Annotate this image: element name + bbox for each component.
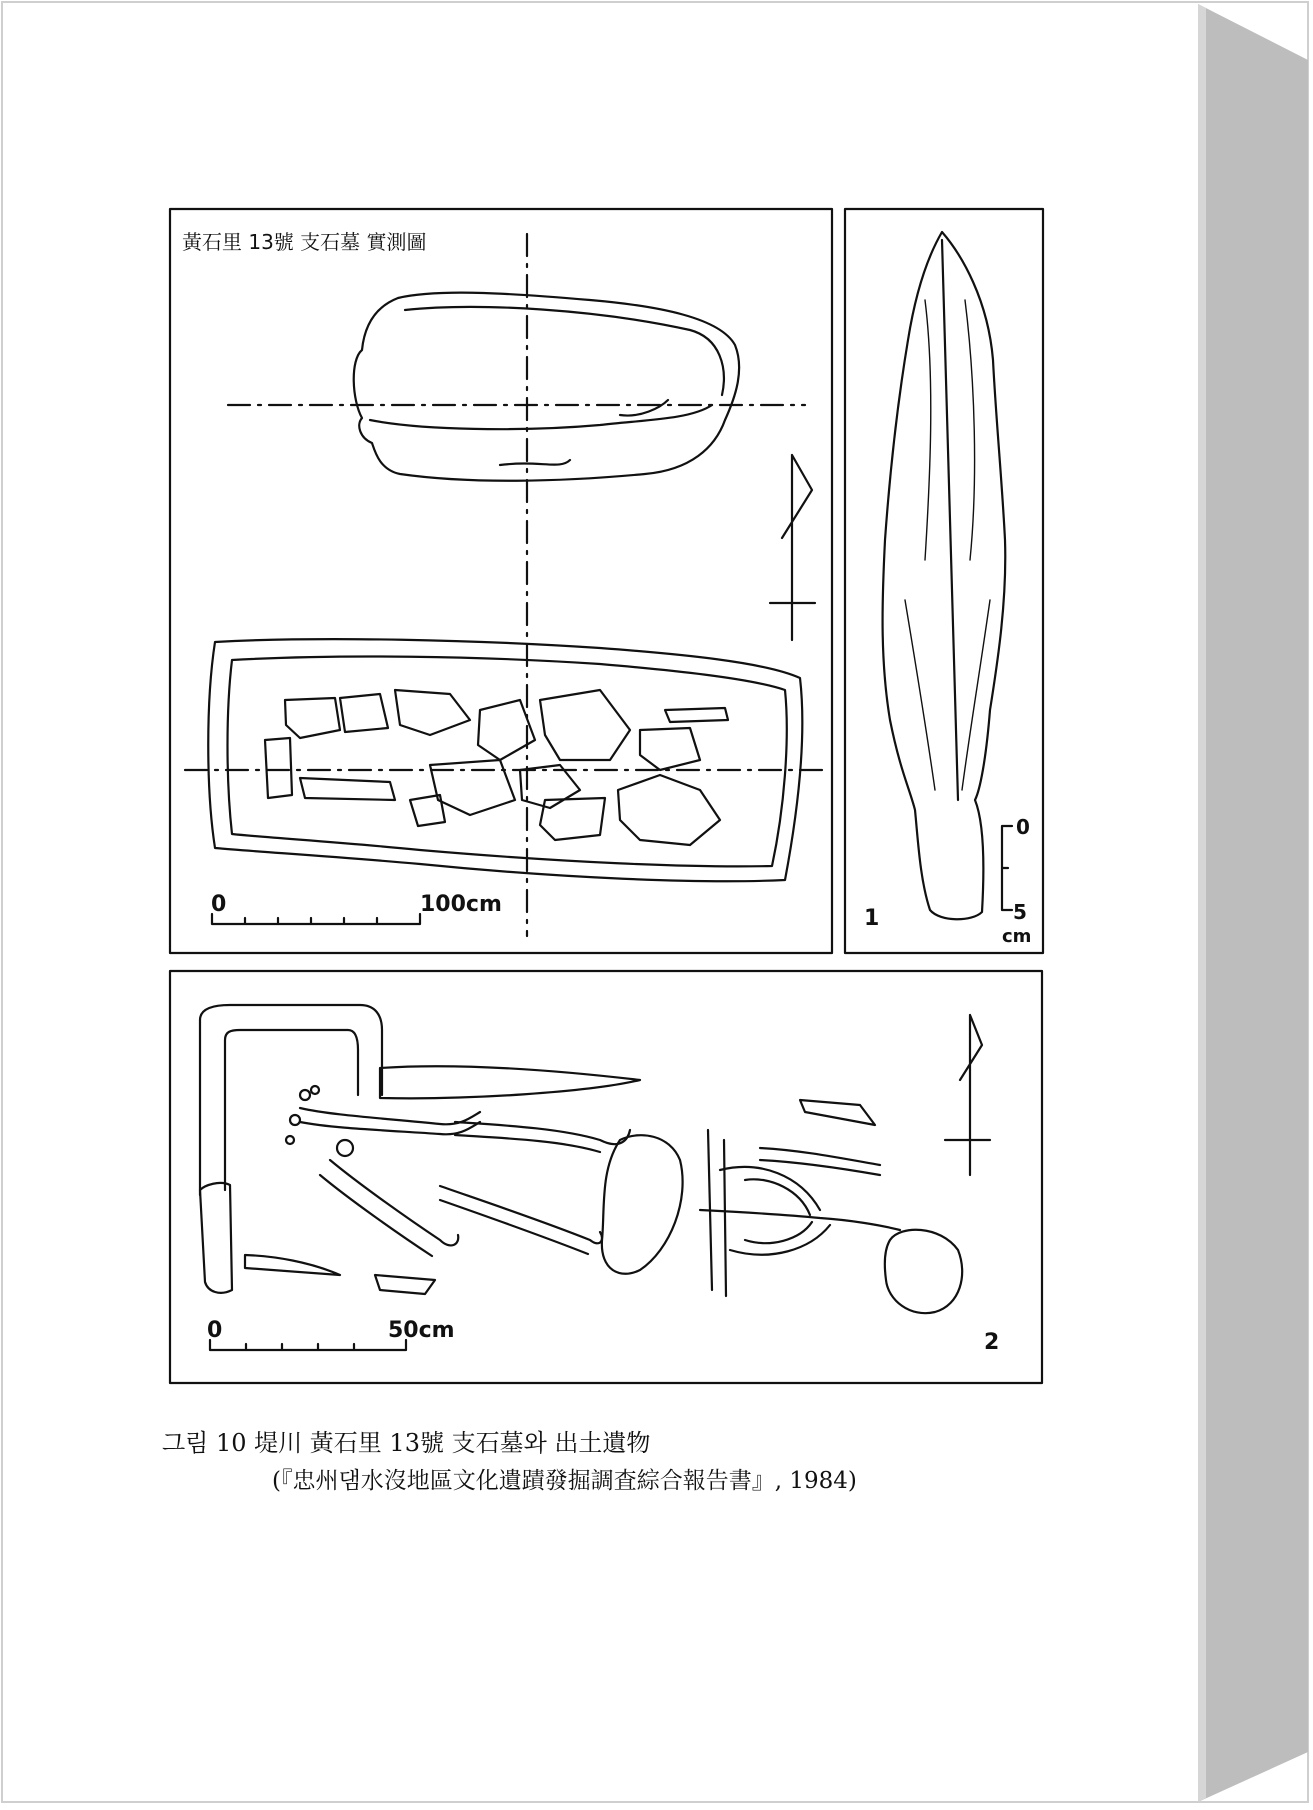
page-border <box>2 2 1308 1802</box>
ruler-five-label: 5 <box>1013 900 1027 924</box>
scale-1-zero-label: 0 <box>211 892 227 917</box>
book-spine-shadow <box>1198 4 1308 1802</box>
ruler-unit-label: cm <box>1002 926 1032 947</box>
panel-title: 黃石里 13號 支石墓 實測圖 <box>182 230 427 254</box>
figure-caption: 그림 10 堤川 黃石里 13號 支石墓와 出土遺物 <box>162 1429 651 1457</box>
figure-number-1: 1 <box>864 906 880 931</box>
figure-source: (『忠州댐水沒地區文化遺蹟發掘調査綜合報告書』, 1984) <box>272 1468 857 1494</box>
scale-2-label: 50cm <box>388 1318 455 1343</box>
ruler-zero-label: 0 <box>1016 815 1030 839</box>
book-spine-edge <box>1198 4 1206 1802</box>
scale-2-zero-label: 0 <box>207 1318 223 1343</box>
scale-1-label: 100cm <box>420 892 502 917</box>
figure-number-2: 2 <box>984 1330 1000 1355</box>
